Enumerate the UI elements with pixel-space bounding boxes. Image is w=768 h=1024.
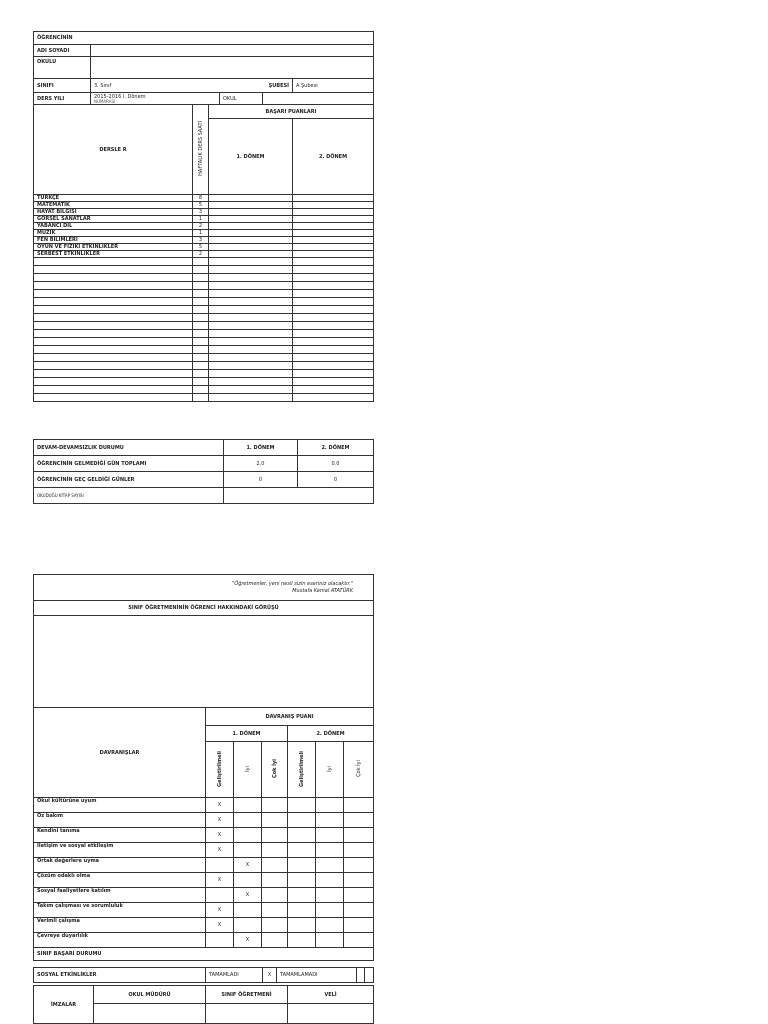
school-label: OKULU: [34, 57, 91, 79]
empty-cell[interactable]: [193, 386, 209, 394]
report-card-page-1: [33, 31, 374, 402]
class-success-label: SINIF BAŞARI DURUMU: [34, 948, 374, 961]
year-value-text: 2015-2016 I. Dönem: [94, 93, 146, 100]
behavior-mark-cell[interactable]: [206, 858, 234, 873]
subject-name: HAYAT BİLGİSİ: [34, 209, 193, 216]
subject-name: FEN BİLİMLERİ: [34, 237, 193, 244]
subject-name: TÜRKÇE: [34, 195, 193, 202]
empty-cell[interactable]: [34, 306, 193, 314]
subject-term1-score[interactable]: [209, 202, 293, 209]
behavior-mark-cell[interactable]: [288, 798, 316, 813]
level-text: Geliştirilmeli: [216, 750, 223, 787]
empty-cell[interactable]: [34, 370, 193, 378]
behavior-mark-cell[interactable]: [262, 813, 288, 828]
subject-hours: 2: [193, 251, 209, 258]
subject-row: [34, 251, 374, 258]
behavior-term2-header: 2. DÖNEM: [288, 726, 374, 742]
principal-label: OKUL MÜDÜRÜ: [94, 986, 206, 1004]
behavior-name: Verimli çalışma: [34, 918, 206, 933]
behavior-row: [34, 828, 374, 843]
subject-row: [34, 244, 374, 251]
empty-subject-row: [34, 274, 374, 282]
lessons-header: DERSLE R: [34, 105, 193, 195]
empty-cell[interactable]: [209, 258, 293, 266]
empty-subject-row: [34, 314, 374, 322]
behavior-name: İletişim ve sosyal etkileşim: [34, 843, 206, 858]
empty-subject-row: [34, 354, 374, 362]
empty-cell[interactable]: [293, 362, 374, 370]
empty-subject-row: [34, 282, 374, 290]
subject-term2-score[interactable]: [293, 251, 374, 258]
empty-cell[interactable]: [34, 290, 193, 298]
subject-row: [34, 216, 374, 223]
level-header-t2-good: [316, 742, 344, 798]
report-card-page-2: [33, 574, 374, 961]
subject-name: OYUN VE FİZİKİ ETKİNLİKLER: [34, 244, 193, 251]
behavior-row: [34, 858, 374, 873]
level-header-t2-verygood: [344, 742, 374, 798]
empty-cell[interactable]: [209, 386, 293, 394]
behavior-mark-cell[interactable]: X: [234, 858, 262, 873]
empty-subject-row: [34, 298, 374, 306]
empty-cell[interactable]: [193, 290, 209, 298]
empty-cell[interactable]: [34, 378, 193, 386]
empty-cell[interactable]: [293, 370, 374, 378]
level-header-t1-good: [234, 742, 262, 798]
level-text: Çok İyi: [355, 760, 362, 777]
behavior-mark-cell[interactable]: [316, 858, 344, 873]
behavior-mark-cell[interactable]: [344, 873, 374, 888]
teacher-opinion-box[interactable]: [34, 616, 374, 708]
empty-cell[interactable]: [193, 354, 209, 362]
subject-row: [34, 223, 374, 230]
behavior-row: [34, 888, 374, 903]
empty-subject-row: [34, 266, 374, 274]
subject-row: [34, 237, 374, 244]
behavior-mark-cell[interactable]: [316, 828, 344, 843]
name-label: ADI SOYADI: [34, 45, 91, 57]
empty-cell[interactable]: [193, 282, 209, 290]
empty-subject-row: [34, 386, 374, 394]
behavior-mark-cell[interactable]: [316, 933, 344, 948]
subject-row: [34, 209, 374, 216]
behavior-mark-cell[interactable]: [288, 813, 316, 828]
subject-row: [34, 202, 374, 209]
subject-term1-score[interactable]: [209, 230, 293, 237]
empty-subject-row: [34, 346, 374, 354]
behavior-mark-cell[interactable]: [206, 888, 234, 903]
subject-name: GÖRSEL SANATLAR: [34, 216, 193, 223]
principal-signature[interactable]: [94, 1004, 206, 1024]
subject-term1-score[interactable]: [209, 251, 293, 258]
empty-cell[interactable]: [34, 314, 193, 322]
behavior-mark-cell[interactable]: [316, 903, 344, 918]
subject-term2-score[interactable]: [293, 209, 374, 216]
subject-hours: 5: [193, 244, 209, 251]
subject-name: SERBEST ETKİNLİKLER: [34, 251, 193, 258]
empty-cell[interactable]: [193, 258, 209, 266]
completed-checkbox[interactable]: X: [263, 968, 277, 983]
empty-cell[interactable]: [193, 298, 209, 306]
empty-subject-row: [34, 330, 374, 338]
behavior-mark-cell[interactable]: [262, 858, 288, 873]
behavior-mark-cell[interactable]: [262, 828, 288, 843]
empty-cell[interactable]: [193, 306, 209, 314]
class-label: SINIFI: [34, 79, 91, 93]
empty-cell[interactable]: [209, 338, 293, 346]
empty-cell[interactable]: [293, 282, 374, 290]
behavior-mark-cell[interactable]: [288, 828, 316, 843]
empty-cell[interactable]: [293, 306, 374, 314]
behavior-mark-cell[interactable]: [288, 873, 316, 888]
behavior-mark-cell[interactable]: [262, 798, 288, 813]
late-days-term2: 0: [298, 472, 374, 488]
behavior-row: [34, 903, 374, 918]
behavior-mark-cell[interactable]: [344, 918, 374, 933]
subject-term1-score[interactable]: [209, 195, 293, 202]
subject-term1-score[interactable]: [209, 216, 293, 223]
behavior-name: Çözüm odaklı olma: [34, 873, 206, 888]
empty-cell[interactable]: [209, 378, 293, 386]
empty-cell[interactable]: [193, 322, 209, 330]
absent-days-label: ÖĞRENCİNİN GELMEDİĞİ GÜN TOPLAMI: [34, 456, 224, 472]
behavior-name: Ortak değerlere uyma: [34, 858, 206, 873]
empty-cell[interactable]: [34, 330, 193, 338]
empty-cell[interactable]: [193, 394, 209, 402]
behavior-name: Öz bakım: [34, 813, 206, 828]
subject-hours: 3: [193, 209, 209, 216]
not-completed-label: TAMAMLAMADI: [277, 968, 357, 983]
empty-cell[interactable]: [34, 322, 193, 330]
empty-cell[interactable]: [209, 322, 293, 330]
year-overflow-text: NUMARASI: [94, 98, 116, 104]
behavior-mark-cell[interactable]: X: [206, 918, 234, 933]
achievement-header: BAŞARI PUANLARI: [209, 105, 374, 119]
not-completed-checkbox[interactable]: [357, 968, 365, 983]
behavior-mark-cell[interactable]: [344, 798, 374, 813]
empty-cell[interactable]: [209, 354, 293, 362]
quote-text: "Öğretmenler, yeni nesil sizin eseriniz olacaktır.": [231, 580, 354, 587]
attendance-term2-header: 2. DÖNEM: [298, 440, 374, 456]
empty-cell[interactable]: [209, 282, 293, 290]
empty-subject-row: [34, 290, 374, 298]
behavior-mark-cell[interactable]: [234, 903, 262, 918]
empty-cell[interactable]: [209, 274, 293, 282]
class-value: [91, 79, 293, 93]
year-value: [91, 93, 220, 105]
empty-cell[interactable]: [209, 346, 293, 354]
class-value-text: 3. Sınıf: [94, 82, 112, 89]
behavior-mark-cell[interactable]: [344, 843, 374, 858]
teacher-opinion-header: SINIF ÖĞRETMENİNİN ÖĞRENCİ HAKKINDAKİ GÖRÜŞÜ: [34, 601, 374, 616]
empty-cell[interactable]: [193, 378, 209, 386]
behavior-mark-cell[interactable]: [316, 843, 344, 858]
books-read-label: OKUDUĞU KİTAP SAYISI: [34, 488, 224, 504]
subject-term2-score[interactable]: [293, 202, 374, 209]
signatures-label: İMZALAR: [34, 986, 94, 1024]
quote-author: Mustafa Kemal ATATÜRK: [292, 587, 354, 594]
behavior-mark-cell[interactable]: [344, 828, 374, 843]
empty-subject-row: [34, 322, 374, 330]
absent-days-term2: 0.0: [298, 456, 374, 472]
behavior-mark-cell[interactable]: [234, 813, 262, 828]
subject-row: [34, 195, 374, 202]
behavior-name: Takım çalışması ve sorumluluk: [34, 903, 206, 918]
empty-cell[interactable]: [34, 394, 193, 402]
absent-days-term1: 2.0: [224, 456, 298, 472]
behavior-mark-cell[interactable]: [234, 918, 262, 933]
subject-name: MATEMATİK: [34, 202, 193, 209]
behavior-mark-cell[interactable]: [288, 918, 316, 933]
empty-cell[interactable]: [193, 346, 209, 354]
behavior-mark-cell[interactable]: [262, 873, 288, 888]
behavior-mark-cell[interactable]: [316, 888, 344, 903]
behaviors-header: DAVRANIŞLAR: [34, 708, 206, 798]
empty-cell[interactable]: [193, 274, 209, 282]
empty-cell[interactable]: [193, 338, 209, 346]
behavior-score-header: DAVRANIŞ PUANI: [206, 708, 374, 726]
behavior-mark-cell[interactable]: [262, 843, 288, 858]
empty-cell[interactable]: [34, 298, 193, 306]
section-value: A Şubesi: [293, 79, 374, 93]
behavior-mark-cell[interactable]: [262, 918, 288, 933]
subject-hours: 1: [193, 216, 209, 223]
parent-label: VELİ: [288, 986, 374, 1004]
empty-cell[interactable]: [209, 290, 293, 298]
empty-cell[interactable]: [34, 362, 193, 370]
empty-cell[interactable]: [293, 290, 374, 298]
level-header-t2-develop: [288, 742, 316, 798]
behavior-mark-cell[interactable]: [316, 813, 344, 828]
behavior-name: Çevreye duyarlılık: [34, 933, 206, 948]
name-field[interactable]: [91, 45, 374, 57]
empty-cell[interactable]: [293, 394, 374, 402]
subject-term1-score[interactable]: [209, 209, 293, 216]
behavior-row: [34, 933, 374, 948]
behavior-row: [34, 918, 374, 933]
level-text: Çok İyi: [271, 758, 278, 778]
empty-cell[interactable]: [34, 354, 193, 362]
year-label: DERS YILI: [34, 93, 91, 105]
empty-cell[interactable]: [209, 314, 293, 322]
behavior-mark-cell[interactable]: [262, 933, 288, 948]
ataturk-quote: [34, 575, 374, 601]
empty-cell[interactable]: [193, 266, 209, 274]
behavior-name: Kendini tanıma: [34, 828, 206, 843]
empty-cell[interactable]: [34, 282, 193, 290]
student-header: ÖĞRENCİNİN: [34, 32, 374, 45]
subject-name: MÜZİK: [34, 230, 193, 237]
level-text: İyi: [326, 765, 333, 772]
behavior-mark-cell[interactable]: [288, 888, 316, 903]
empty-cell[interactable]: [193, 330, 209, 338]
empty-cell[interactable]: [293, 266, 374, 274]
school-field[interactable]: [91, 57, 374, 79]
empty-subject-row: [34, 394, 374, 402]
behavior-mark-cell[interactable]: [288, 933, 316, 948]
empty-cell[interactable]: [209, 370, 293, 378]
empty-subject-row: [34, 378, 374, 386]
behavior-mark-cell[interactable]: [288, 903, 316, 918]
empty-cell[interactable]: [34, 258, 193, 266]
subject-term1-score[interactable]: [209, 244, 293, 251]
subject-hours: 3: [193, 237, 209, 244]
subject-term2-score[interactable]: [293, 244, 374, 251]
behavior-row: [34, 813, 374, 828]
behavior-mark-cell[interactable]: X: [206, 903, 234, 918]
behavior-mark-cell[interactable]: [234, 798, 262, 813]
empty-cell[interactable]: [209, 266, 293, 274]
okul-no-label: OKUL: [220, 93, 263, 105]
empty-subject-row: [34, 258, 374, 266]
empty-cell[interactable]: [34, 386, 193, 394]
subject-hours: 5: [193, 202, 209, 209]
empty-cell[interactable]: [293, 378, 374, 386]
behavior-name: Sosyal faaliyetlere katılım: [34, 888, 206, 903]
behavior-mark-cell[interactable]: [316, 873, 344, 888]
behavior-mark-cell[interactable]: [288, 858, 316, 873]
okul-no-field[interactable]: [263, 93, 374, 105]
subject-row: [34, 230, 374, 237]
behavior-mark-cell[interactable]: [262, 903, 288, 918]
empty-subject-row: [34, 370, 374, 378]
empty-cell[interactable]: [209, 306, 293, 314]
section-label: ŞUBESİ: [268, 82, 289, 89]
subject-term2-score[interactable]: [293, 216, 374, 223]
empty-cell[interactable]: [293, 274, 374, 282]
empty-cell[interactable]: [193, 370, 209, 378]
empty-cell[interactable]: [293, 314, 374, 322]
attendance-term1-header: 1. DÖNEM: [224, 440, 298, 456]
empty-cell[interactable]: [34, 266, 193, 274]
social-activities-table: [33, 967, 374, 983]
level-text: Geliştirilmeli: [298, 750, 305, 787]
subject-term2-score[interactable]: [293, 230, 374, 237]
empty-cell[interactable]: [293, 386, 374, 394]
behavior-mark-cell[interactable]: [262, 888, 288, 903]
empty-cell[interactable]: [34, 346, 193, 354]
behavior-row: [34, 843, 374, 858]
achievement-term1-header: 1. DÖNEM: [209, 119, 293, 195]
subject-hours: 8: [193, 195, 209, 202]
empty-cell[interactable]: [209, 362, 293, 370]
behavior-row: [34, 798, 374, 813]
attendance-header: DEVAM-DEVAMSIZLIK DURUMU: [34, 440, 224, 456]
parent-signature[interactable]: [288, 1004, 374, 1024]
level-header-t1-develop: [206, 742, 234, 798]
empty-cell[interactable]: [193, 362, 209, 370]
late-days-term1: 0: [224, 472, 298, 488]
behavior-mark-cell[interactable]: X: [206, 873, 234, 888]
behavior-mark-cell[interactable]: X: [206, 813, 234, 828]
late-days-label: ÖĞRENCİNİN GEÇ GELDİĞİ GÜNLER: [34, 472, 224, 488]
empty-cell[interactable]: [293, 338, 374, 346]
weekly-hours-text: HAFTALIK DERS SAATİ: [197, 121, 204, 176]
behavior-term1-header: 1. DÖNEM: [206, 726, 288, 742]
signatures-table: [33, 985, 374, 1024]
behavior-mark-cell[interactable]: X: [206, 798, 234, 813]
empty-cell[interactable]: [293, 346, 374, 354]
behavior-mark-cell[interactable]: [206, 933, 234, 948]
subject-hours: 1: [193, 230, 209, 237]
empty-cell[interactable]: [34, 338, 193, 346]
behavior-mark-cell[interactable]: [234, 828, 262, 843]
weekly-hours-header: [193, 105, 209, 195]
subject-name: YABANCI DİL: [34, 223, 193, 230]
blank-cell: [365, 968, 374, 983]
behavior-mark-cell[interactable]: X: [206, 843, 234, 858]
behavior-mark-cell[interactable]: [234, 843, 262, 858]
empty-cell[interactable]: [34, 274, 193, 282]
subject-term2-score[interactable]: [293, 223, 374, 230]
behavior-mark-cell[interactable]: [344, 903, 374, 918]
behavior-mark-cell[interactable]: [344, 888, 374, 903]
behavior-name: Okul kültürüne uyum: [34, 798, 206, 813]
empty-cell[interactable]: [193, 314, 209, 322]
behavior-mark-cell[interactable]: [288, 843, 316, 858]
behavior-mark-cell[interactable]: [234, 873, 262, 888]
behavior-mark-cell[interactable]: [344, 813, 374, 828]
empty-subject-row: [34, 362, 374, 370]
empty-cell[interactable]: [293, 354, 374, 362]
empty-cell[interactable]: [293, 330, 374, 338]
completed-label: TAMAMLADI: [206, 968, 263, 983]
empty-cell[interactable]: [293, 298, 374, 306]
behavior-mark-cell[interactable]: [344, 933, 374, 948]
behavior-mark-cell[interactable]: [344, 858, 374, 873]
behavior-mark-cell[interactable]: X: [234, 933, 262, 948]
books-read-field[interactable]: [224, 488, 374, 504]
empty-cell[interactable]: [209, 330, 293, 338]
subject-term1-score[interactable]: [209, 223, 293, 230]
behavior-mark-cell[interactable]: [316, 918, 344, 933]
attendance-table: [33, 439, 374, 504]
behavior-row: [34, 873, 374, 888]
achievement-term2-header: 2. DÖNEM: [293, 119, 374, 195]
empty-cell[interactable]: [293, 322, 374, 330]
teacher-label: SINIF ÖĞRETMENİ: [206, 986, 288, 1004]
subject-term1-score[interactable]: [209, 237, 293, 244]
social-activities-label: SOSYAL ETKİNLİKLER: [34, 968, 206, 983]
empty-cell[interactable]: [293, 258, 374, 266]
behavior-mark-cell[interactable]: [316, 798, 344, 813]
subject-term2-score[interactable]: [293, 195, 374, 202]
empty-subject-row: [34, 338, 374, 346]
empty-cell[interactable]: [209, 298, 293, 306]
behavior-mark-cell[interactable]: X: [234, 888, 262, 903]
empty-subject-row: [34, 306, 374, 314]
teacher-signature[interactable]: [206, 1004, 288, 1024]
subject-hours: 2: [193, 223, 209, 230]
subject-term2-score[interactable]: [293, 237, 374, 244]
level-text: İyi: [244, 765, 251, 772]
behavior-mark-cell[interactable]: X: [206, 828, 234, 843]
empty-cell[interactable]: [209, 394, 293, 402]
level-header-t1-verygood: [262, 742, 288, 798]
